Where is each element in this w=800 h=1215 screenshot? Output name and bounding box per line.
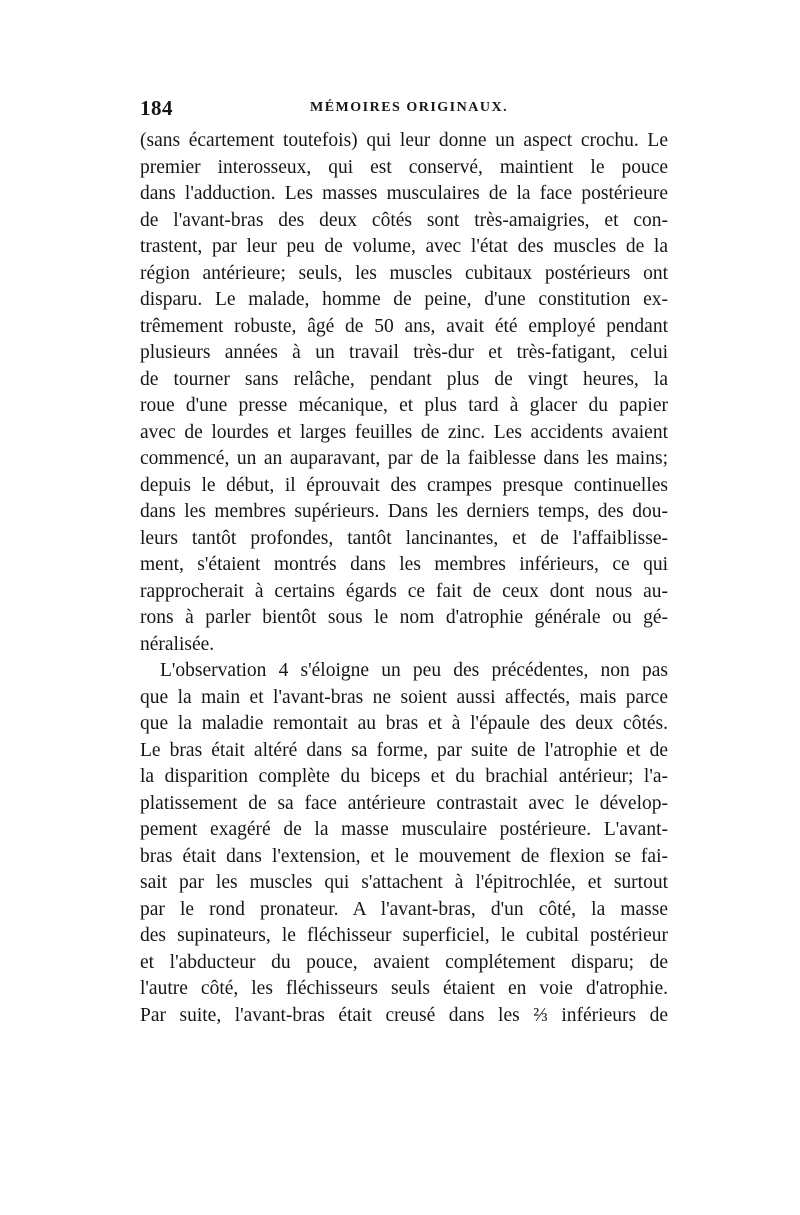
text-line: des supinateurs, le fléchisseur superficiel, le cubital postérieur (140, 925, 668, 946)
page-number: 184 (140, 96, 173, 120)
text-line: Par suite, l'avant-bras était creusé dans les ⅔ inférieurs de (140, 1004, 668, 1026)
text-line: depuis le début, il éprouvait des crampes presque continuelles (140, 474, 668, 496)
text-line: et l'abducteur du pouce, avaient complétement disparu; de (140, 951, 668, 973)
text-line: ment, s'étaient montrés dans les membres inférieurs, ce qui (140, 554, 668, 575)
text-line: pement exagéré de la masse musculaire postérieure. L'avant- (140, 819, 668, 840)
text-line: la disparition complète du biceps et du brachial antérieur; l'a- (140, 766, 668, 787)
text-line: sait par les muscles qui s'attachent à l'épitrochlée, et surtout (140, 872, 668, 893)
page-header (140, 96, 670, 124)
paragraph-start-line: L'observation 4 s'éloigne un peu des précédentes, non pas (160, 660, 668, 681)
text-line: dans l'adduction. Les masses musculaires de la face postérieure (140, 183, 668, 204)
text-line: que la maladie remontait au bras et à l'épaule des deux côtés. (140, 713, 668, 734)
running-head: MÉMOIRES ORIGINAUX. (310, 100, 509, 115)
text-line: de tourner sans relâche, pendant plus de vingt heures, la (140, 368, 668, 390)
text-line: commencé, un an auparavant, par de la faiblesse dans les mains; (140, 448, 668, 469)
text-line: premier interosseux, qui est conservé, maintient le pouce (140, 156, 668, 178)
text-line: avec de lourdes et larges feuilles de zinc. Les accidents avaient (140, 421, 668, 443)
text-line: plusieurs années à un travail très-dur et très-fatigant, celui (140, 342, 668, 363)
paragraph-end-line: néralisée. (140, 633, 215, 655)
text-line: l'autre côté, les fléchisseurs seuls étaient en voie d'atrophie. (140, 978, 668, 999)
text-line: rons à parler bientôt sous le nom d'atrophie générale ou gé- (140, 607, 668, 628)
text-line: rapprocherait à certains égards ce fait de ceux dont nous au- (140, 580, 668, 602)
text-line: leurs tantôt profondes, tantôt lancinantes, et de l'affaiblisse- (140, 527, 668, 549)
text-line: de l'avant-bras des deux côtés sont très-amaigries, et con- (140, 209, 668, 231)
text-line: Le bras était altéré dans sa forme, par suite de l'atrophie et de (140, 739, 668, 761)
text-line: par le rond pronateur. A l'avant-bras, d'un côté, la masse (140, 898, 668, 920)
text-line: bras était dans l'extension, et le mouvement de flexion se fai- (140, 845, 668, 867)
text-line: disparu. Le malade, homme de peine, d'une constitution ex- (140, 289, 668, 310)
text-line: région antérieure; seuls, les muscles cubitaux postérieurs ont (140, 262, 668, 284)
text-line: roue d'une presse mécanique, et plus tard à glacer du papier (140, 395, 668, 416)
text-line: trastent, par leur peu de volume, avec l'état des muscles de la (140, 236, 668, 257)
text-line: que la main et l'avant-bras ne soient aussi affectés, mais parce (140, 686, 668, 708)
text-line: dans les membres supérieurs. Dans les derniers temps, des dou- (140, 501, 668, 522)
text-line: trêmement robuste, âgé de 50 ans, avait été employé pendant (140, 315, 668, 337)
text-line: platissement de sa face antérieure contrastait avec le dévelop- (140, 792, 668, 814)
text-line: (sans écartement toutefois) qui leur donne un aspect crochu. Le (140, 130, 668, 151)
body-text (140, 128, 668, 1029)
